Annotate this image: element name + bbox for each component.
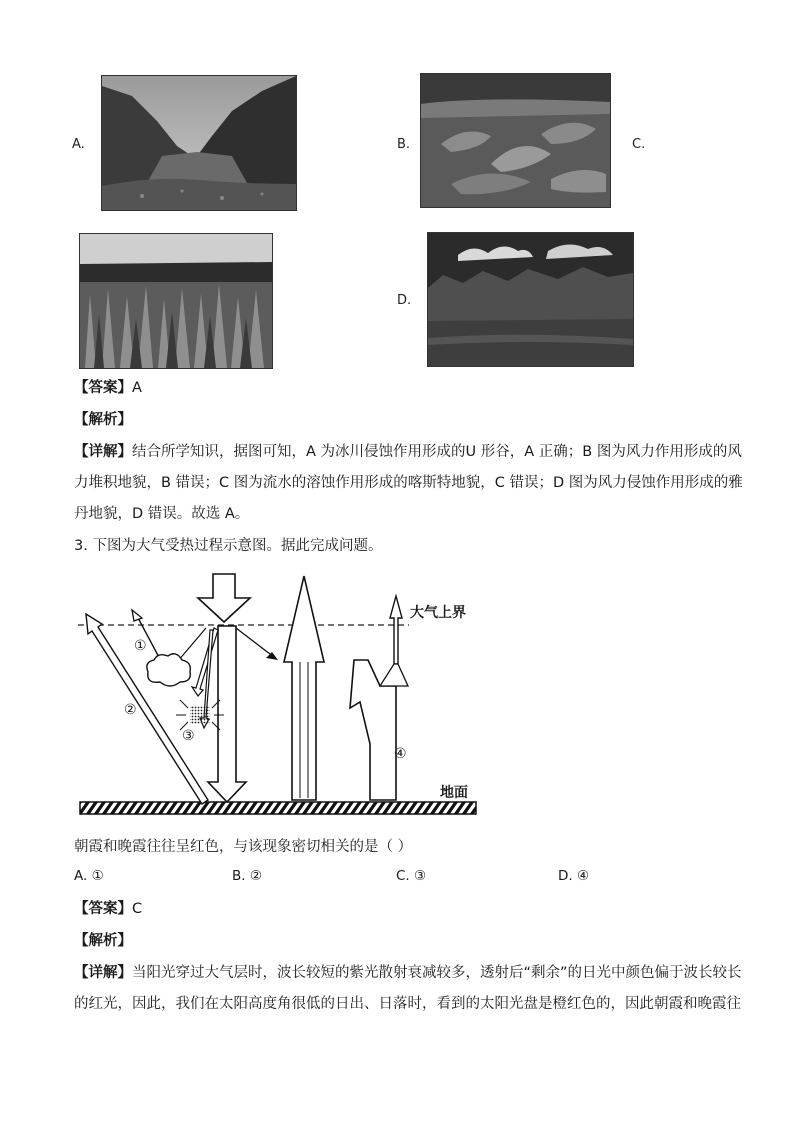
- option-a-label: A.: [72, 137, 85, 152]
- detail-tag: 【详解】: [74, 444, 132, 460]
- q2-detail-line-2: 力堆积地貌，B 错误；C 图为流水的溶蚀作用形成的喀斯特地貌，C 错误；D 图为风力侵蚀作用形成的雅: [74, 475, 743, 491]
- q3-option-c[interactable]: C. ③: [396, 868, 427, 884]
- option-c-label: C.: [632, 137, 646, 152]
- q3-option-b[interactable]: B. ②: [232, 868, 262, 884]
- photo-yardang: [427, 232, 634, 367]
- q3-detail-line-1: [74, 963, 742, 983]
- q2-detail-line-3: 丹地貌，D 错误。故选 A。: [74, 506, 250, 522]
- answer-tag: 【答案】: [74, 380, 132, 396]
- marker-2: ②: [124, 702, 137, 718]
- answer-value: A: [132, 380, 142, 396]
- q2-answer-line: [74, 378, 142, 398]
- detail-tag: 【详解】: [74, 965, 132, 981]
- atmosphere-heating-diagram: [74, 568, 484, 820]
- scattering-particles: [190, 706, 210, 724]
- option-b-label: B.: [397, 137, 411, 152]
- answer-tag: 【答案】: [74, 901, 132, 917]
- q3-options: [74, 868, 634, 888]
- q3-stem: 3. 下图为大气受热过程示意图。据此完成问题。: [74, 538, 383, 554]
- marker-3: ③: [182, 728, 195, 744]
- ground-label: 地面: [440, 785, 468, 801]
- q3-option-a[interactable]: A. ①: [74, 868, 104, 884]
- q2-analysis-line: [74, 410, 132, 430]
- ground-bar: [80, 802, 476, 814]
- analysis-tag: 【解析】: [74, 412, 132, 428]
- upper-boundary-label: 大气上界: [410, 605, 466, 621]
- q3-answer-line: [74, 899, 142, 919]
- marker-1: ①: [134, 638, 147, 654]
- marker-4: ④: [394, 746, 407, 762]
- detail-text: 结合所学知识，据图可知，A 为冰川侵蚀作用形成的U 形谷，A 正确；B 图为风力作用形成的风: [132, 444, 742, 460]
- answer-value: C: [132, 901, 143, 917]
- option-d-label: D.: [397, 293, 412, 308]
- q3-detail-line-2: 的红光，因此，我们在太阳高度角很低的日出、日落时，看到的太阳光盘是橙红色的，因此朝霞和晚霞往: [74, 996, 741, 1012]
- q3-option-d[interactable]: D. ④: [558, 868, 590, 884]
- q3-question: 朝霞和晚霞往往呈红色，与该现象密切相关的是（ ）: [74, 839, 413, 855]
- q2-detail-line-1: [74, 442, 742, 462]
- photo-karst-stone-forest: [79, 233, 273, 369]
- cloud-icon: [147, 654, 190, 686]
- detail-text: 当阳光穿过大气层时，波长较短的紫光散射衰减较多，透射后“剩余”的日光中颜色偏于波长较长: [132, 965, 742, 981]
- photo-dunes: [420, 73, 611, 208]
- photo-glacial-valley: [101, 75, 297, 211]
- q3-analysis-line: [74, 931, 132, 951]
- analysis-tag: 【解析】: [74, 933, 132, 949]
